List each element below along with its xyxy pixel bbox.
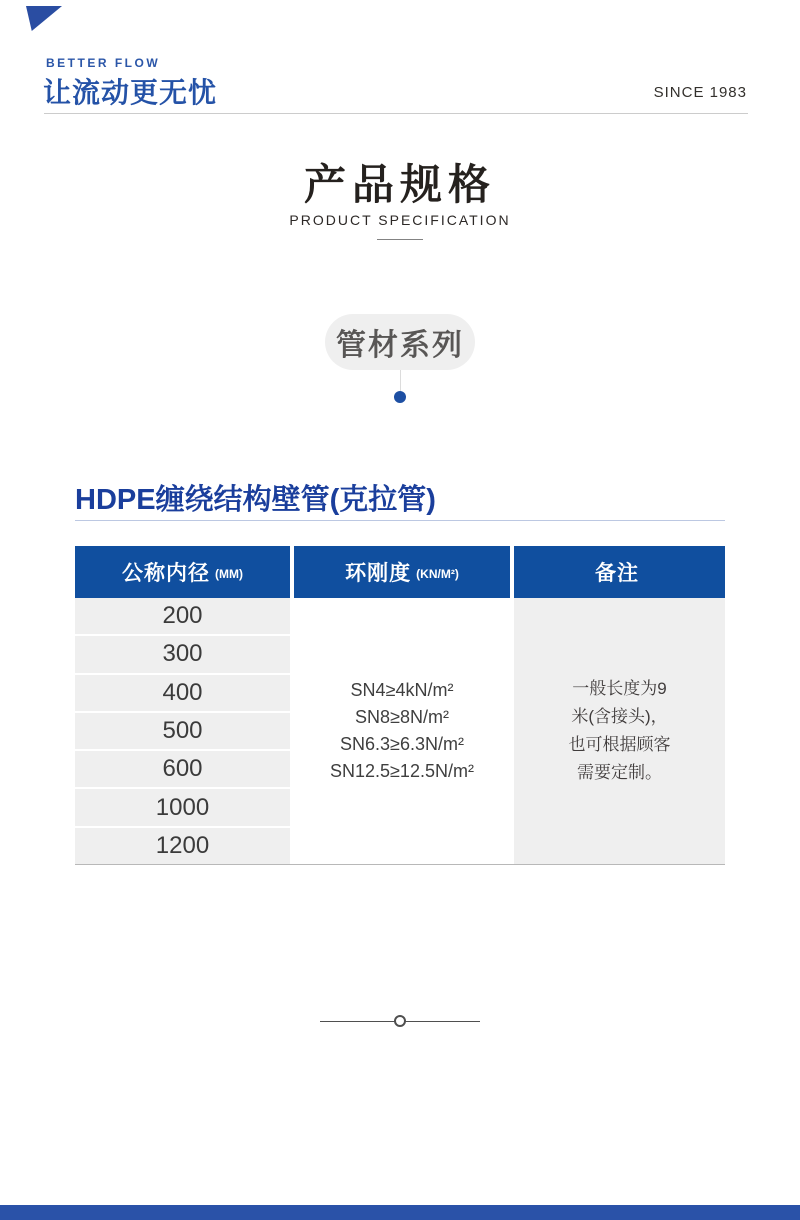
header-unit: (MM) xyxy=(215,567,243,581)
corner-triangle-decoration xyxy=(26,6,62,31)
header-label: 公称内径 xyxy=(122,562,210,585)
table-row: 1200 xyxy=(75,828,290,864)
ring-stiffness-cell xyxy=(294,598,510,864)
header-label: 环刚度 xyxy=(345,562,412,585)
diameter-column xyxy=(75,598,290,864)
spec-table-body xyxy=(75,598,725,865)
end-ornament xyxy=(320,1015,480,1027)
table-row: 400 xyxy=(75,675,290,711)
series-badge: 管材系列 xyxy=(325,314,475,370)
remark-line: 一般长度为9 xyxy=(572,679,667,698)
stiffness-line: SN4≥4kN/m² xyxy=(350,680,454,700)
section-underline xyxy=(75,520,725,521)
badge-dot xyxy=(394,391,406,403)
badge-connector-line xyxy=(400,370,401,391)
section-heading: HDPE缠绕结构壁管(克拉管) xyxy=(75,484,436,516)
title-dash-divider xyxy=(377,239,423,240)
remarks-cell xyxy=(514,598,725,864)
header-label: 备注 xyxy=(595,562,639,585)
table-row: 1000 xyxy=(75,789,290,825)
header-cell-ring-stiffness xyxy=(294,546,510,598)
bottom-accent-bar xyxy=(0,1205,800,1220)
header-unit: (KN/M²) xyxy=(416,567,459,581)
header-divider xyxy=(44,113,748,114)
table-row: 600 xyxy=(75,751,290,787)
since-label: SINCE 1983 xyxy=(653,84,747,101)
table-row: 300 xyxy=(75,636,290,672)
remark-line: 需要定制。 xyxy=(577,763,662,782)
header-cell-remarks xyxy=(514,546,725,598)
stiffness-line: SN8≥8N/m² xyxy=(355,707,449,727)
spec-table-header-row xyxy=(75,546,725,598)
remark-line: 米(含接头)， xyxy=(571,707,668,726)
brand-tagline: BETTER FLOW xyxy=(46,56,161,70)
page-subtitle: PRODUCT SPECIFICATION xyxy=(289,212,511,228)
stiffness-line: SN12.5≥12.5N/m² xyxy=(330,761,474,781)
table-row: 200 xyxy=(75,598,290,634)
header-cell-nominal-diameter xyxy=(75,546,290,598)
remark-line: 也可根据顾客 xyxy=(568,735,671,754)
table-row: 500 xyxy=(75,713,290,749)
page-title: 产品规格 xyxy=(303,161,496,208)
ornament-circle-icon xyxy=(394,1015,406,1027)
brand-logo: 让流动更无忧 xyxy=(43,77,218,108)
stiffness-line: SN6.3≥6.3N/m² xyxy=(340,734,464,754)
spec-table xyxy=(75,546,725,865)
